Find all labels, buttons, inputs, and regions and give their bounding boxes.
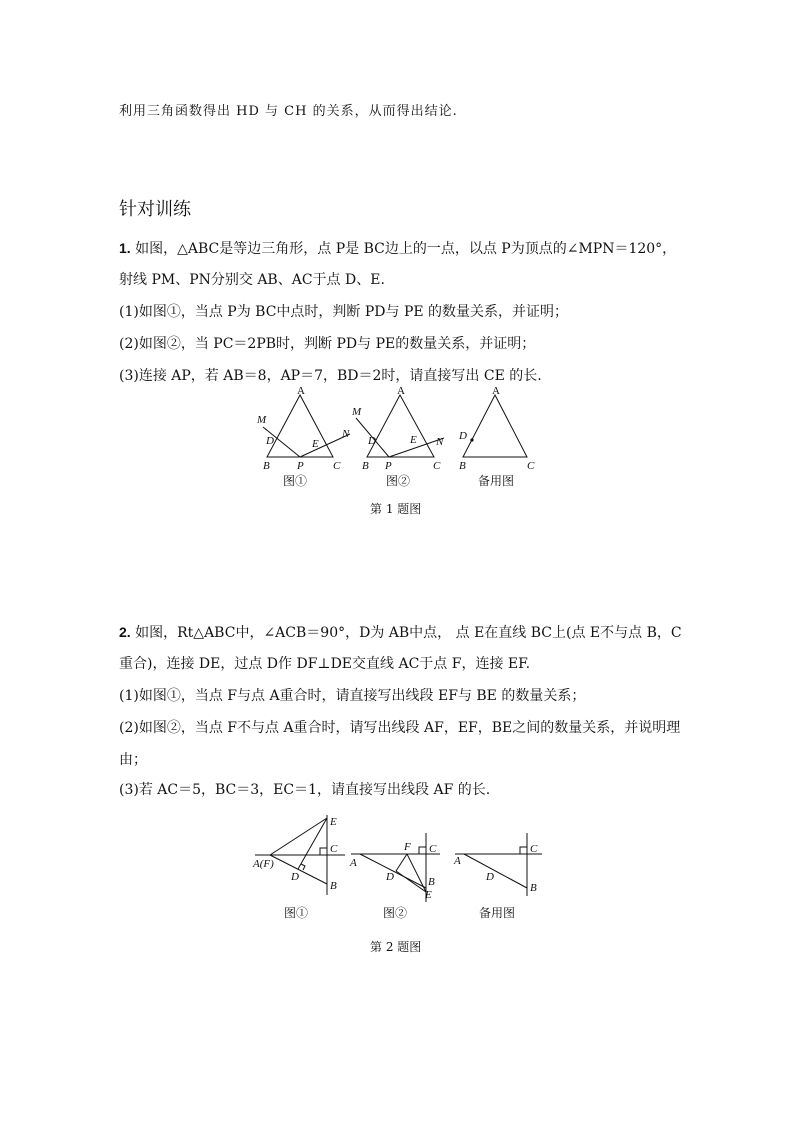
q1-number: 1.	[119, 240, 131, 256]
q1f2-label-N: N	[436, 436, 444, 448]
q1f3-label-A: A	[492, 385, 500, 397]
q2f2-label-F: F	[404, 841, 411, 853]
q1-part3: (3)连接 AP，若 AB＝8，AP＝7，BD＝2时，请直接写出 CE 的长.	[119, 368, 542, 384]
q1-stem1: 如图，△ABC是等边三角形，点 P是 BC边上的一点，以点 P为顶点的∠MPN＝120°，	[130, 241, 677, 257]
q2f1-label-C: C	[330, 843, 338, 855]
q1f2-label-A: A	[397, 385, 405, 397]
q2-figure-2	[348, 830, 448, 905]
q2-part2a: (2)如图②，当点 F不与点 A重合时，请写出线段 AF，EF，BE之间的数量关系，并说明理	[119, 720, 681, 736]
q2-figure-backup	[452, 830, 552, 900]
q1f1-label-B: B	[263, 460, 270, 472]
q1f1-label-C: C	[333, 460, 341, 472]
q1f2-label-C: C	[433, 460, 441, 472]
q2-figure-title: 第 2 题图	[370, 940, 422, 954]
q2f2-label-A: A	[350, 857, 357, 869]
q1f1-label-N: N	[342, 428, 350, 440]
q2f3-label-C: C	[530, 843, 538, 855]
q1-fig2-caption: 图②	[386, 474, 411, 488]
q1f3-label-C: C	[527, 460, 535, 472]
q2f3-label-B: B	[530, 882, 537, 894]
q1-fig3-caption: 备用图	[478, 474, 515, 488]
q2-stem-line1	[119, 622, 682, 643]
q2-fig2-caption: 图②	[383, 906, 408, 920]
q1-fig1-caption: 图①	[283, 474, 308, 488]
q1f1-label-M: M	[257, 414, 267, 426]
q2-part2b: 由；	[119, 752, 147, 768]
q2f2-label-C: C	[429, 843, 437, 855]
q1f2-label-P: P	[385, 460, 392, 472]
intro-text: 利用三角函数得出 HD 与 CH 的关系，从而得出结论.	[119, 104, 458, 119]
q2-part3: (3)若 AC＝5，BC＝3，EC＝1，请直接写出线段 AF 的长.	[119, 782, 491, 798]
q2-stem-line2: 重合)，连接 DE，过点 D作 DF⊥DE交直线 AC于点 F，连接 EF.	[119, 656, 531, 672]
q2f2-label-B: B	[428, 876, 435, 888]
q2-part1: (1)如图①，当点 F与点 A重合时，请直接写出线段 EF与 BE 的数量关系；	[119, 688, 586, 704]
q1f2-label-B: B	[362, 460, 369, 472]
q1-figure-2	[348, 385, 458, 475]
q1-figure-title: 第 1 题图	[370, 502, 422, 516]
q1f1-label-E: E	[312, 438, 319, 450]
q1-part2: (2)如图②，当 PC＝2PB时，判断 PD与 PE的数量关系，并证明；	[119, 336, 536, 352]
q1f3-label-B: B	[459, 460, 466, 472]
section-title: 针对训练	[119, 199, 191, 220]
q1-figure-backup	[455, 385, 550, 475]
q1f3-label-D: D	[459, 430, 467, 442]
q1-stem-line2: 射线 PM、PN分别交 AB、AC于点 D、E.	[119, 272, 385, 288]
q1f2-label-M: M	[352, 406, 362, 418]
q2-number: 2.	[119, 624, 131, 640]
q1f1-label-P: P	[297, 460, 304, 472]
q1-part1: (1)如图①，当点 P为 BC中点时，判断 PD与 PE 的数量关系，并证明；	[119, 304, 569, 320]
q2f1-label-B: B	[330, 880, 337, 892]
q2f1-label-AF: A(F)	[253, 858, 274, 870]
q1-stem-line1	[119, 238, 676, 259]
q1f2-label-D: D	[368, 435, 376, 447]
q2-stem1: 如图，Rt△ABC中，∠ACB＝90°，D为 AB中点， 点 E在直线 BC上(点 E不与点 B，C	[130, 625, 682, 641]
q2-fig3-caption: 备用图	[479, 906, 516, 920]
q2f2-label-E: E	[425, 889, 432, 901]
q2f1-label-E: E	[330, 816, 337, 828]
q2f3-label-A: A	[454, 855, 461, 867]
q2-figure-1	[250, 810, 350, 905]
q1-figure-1	[250, 385, 360, 475]
q1f2-label-E: E	[410, 434, 417, 446]
q2f1-label-D: D	[291, 871, 299, 883]
q1f1-label-D: D	[266, 435, 274, 447]
q2f2-label-D: D	[386, 871, 394, 883]
q1f1-label-A: A	[297, 385, 305, 397]
q2-fig1-caption: 图①	[284, 906, 309, 920]
q2f3-label-D: D	[486, 871, 494, 883]
